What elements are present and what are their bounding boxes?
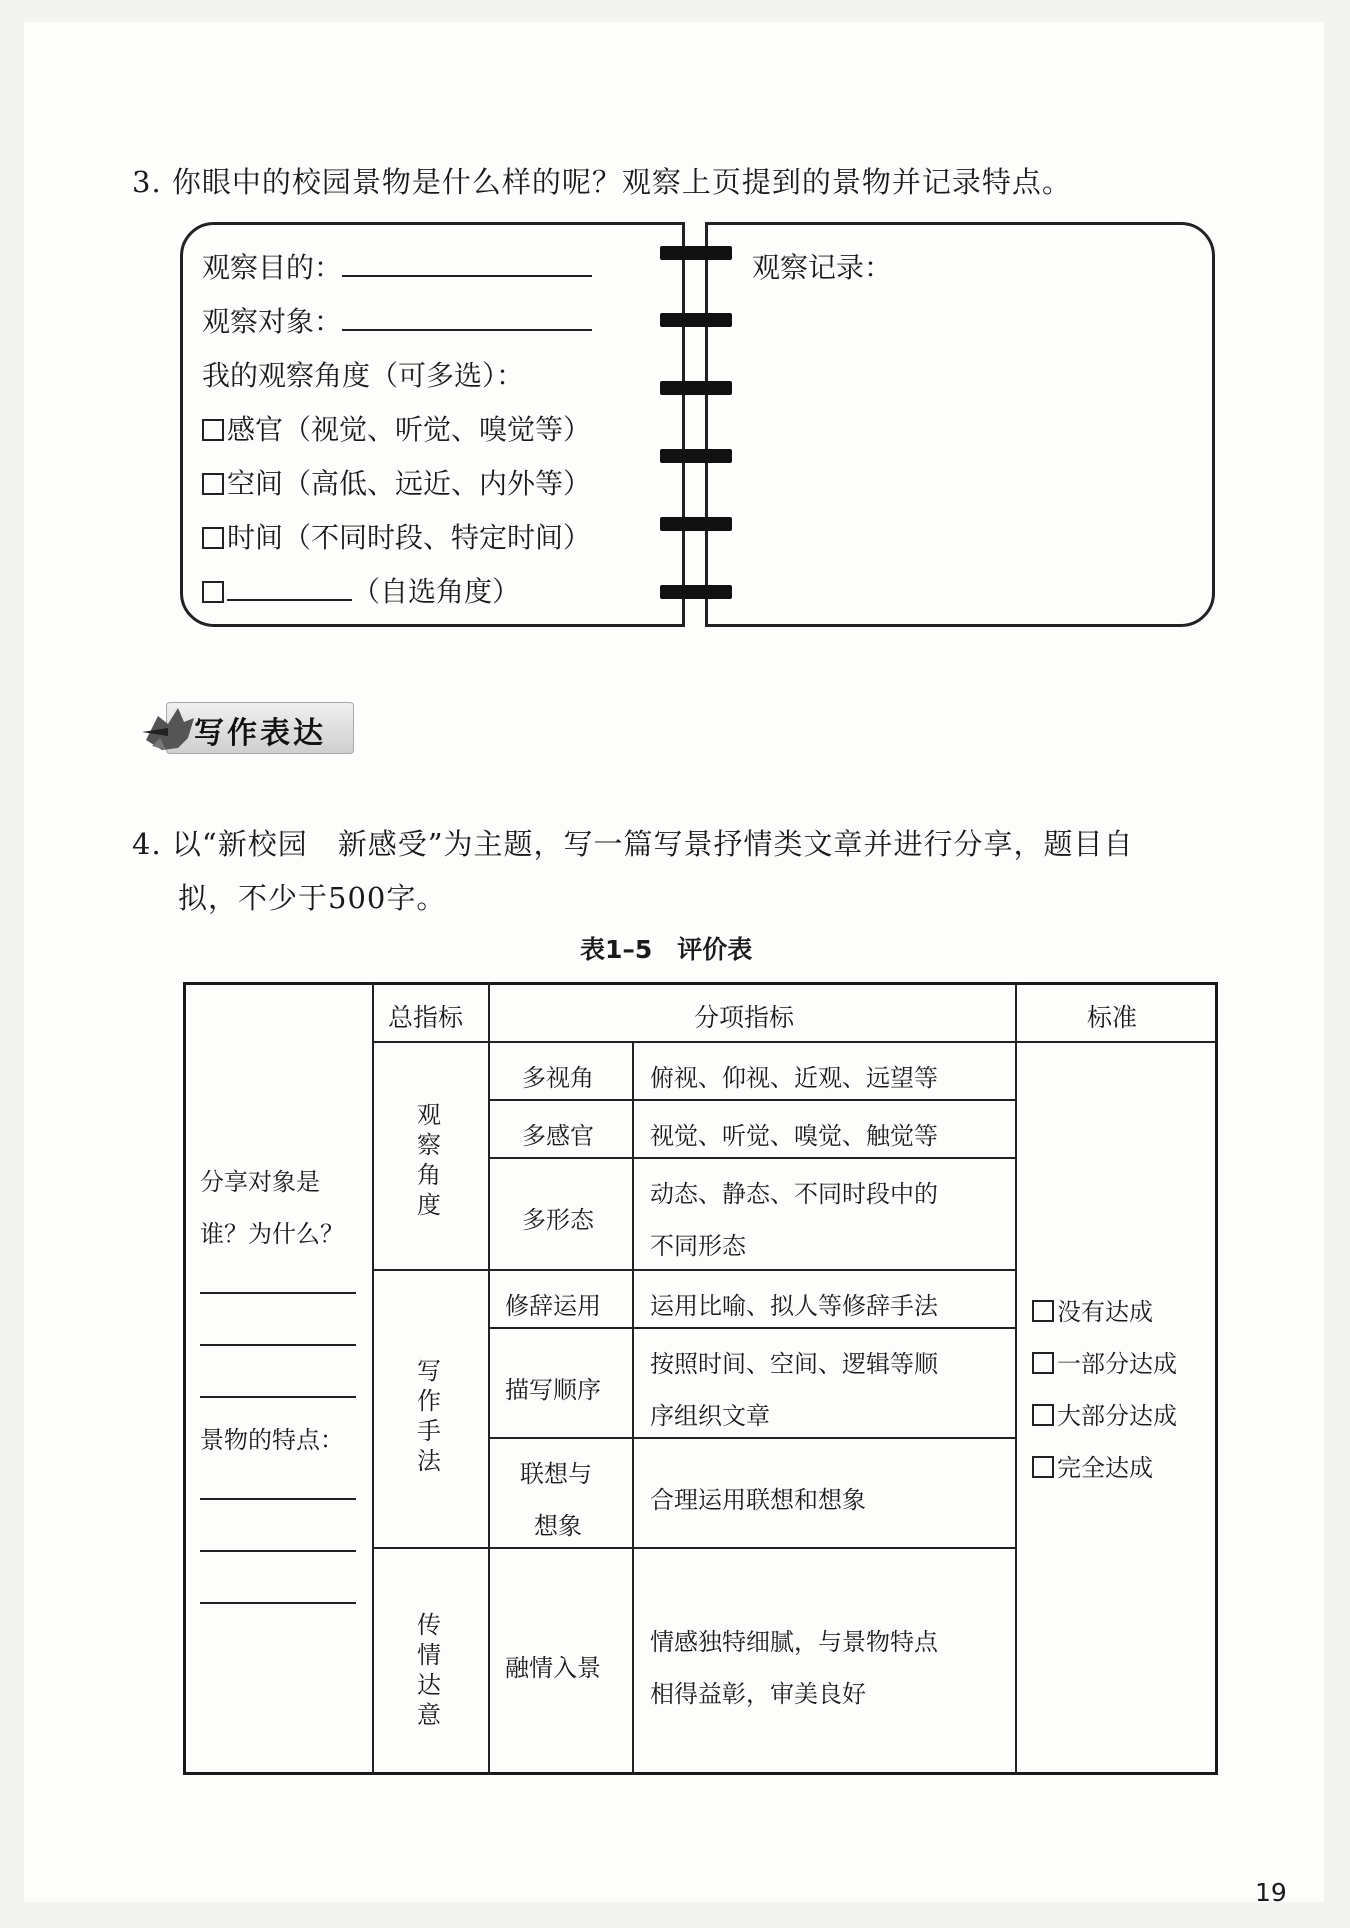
option-label: 时间（不同时段、特定时间） bbox=[227, 521, 592, 554]
checkbox[interactable] bbox=[202, 473, 224, 495]
answer-line[interactable] bbox=[200, 1602, 356, 1604]
desc-emotion-scene: 情感独特细腻，与景物特点 bbox=[650, 1628, 938, 1656]
checkbox[interactable] bbox=[202, 527, 224, 549]
item-rhetoric: 修辞运用 bbox=[505, 1292, 601, 1320]
checkbox[interactable] bbox=[1032, 1300, 1054, 1322]
question-3: 3. 你眼中的校园景物是什么样的呢？观察上页提到的景物并记录特点。 bbox=[132, 165, 1072, 199]
item-multi-form: 多形态 bbox=[522, 1206, 594, 1234]
answer-line[interactable] bbox=[200, 1498, 356, 1500]
standard-label: 完全达成 bbox=[1057, 1454, 1153, 1482]
desc-emotion-scene: 相得益彰，审美良好 bbox=[650, 1680, 866, 1708]
answer-line[interactable] bbox=[200, 1396, 356, 1398]
desc-multi-form: 动态、静态、不同时段中的 bbox=[650, 1180, 938, 1208]
table-caption: 表1–5 评价表 bbox=[580, 935, 753, 964]
notebook-ring bbox=[660, 517, 732, 531]
group-writing-technique: 写作手法 bbox=[417, 1357, 441, 1475]
item-multi-sense: 多感官 bbox=[522, 1122, 594, 1150]
standard-option bbox=[1032, 1292, 1153, 1327]
standard-label: 一部分达成 bbox=[1057, 1350, 1177, 1378]
item-emotion-scene: 融情入景 bbox=[505, 1654, 601, 1682]
notebook-ring bbox=[660, 246, 732, 260]
prompt-who-line2: 谁？为什么？ bbox=[200, 1220, 344, 1248]
option-space bbox=[202, 462, 591, 502]
checkbox[interactable] bbox=[202, 419, 224, 441]
standard-label: 没有达成 bbox=[1057, 1298, 1153, 1326]
angle-label: 我的观察角度（可多选）： bbox=[202, 359, 525, 392]
checkbox[interactable] bbox=[1032, 1352, 1054, 1374]
item-imagination: 想象 bbox=[534, 1512, 582, 1540]
question-4-line1: 4. 以“新校园 新感受”为主题，写一篇写景抒情类文章并进行分享，题目自 bbox=[132, 827, 1134, 861]
checkbox[interactable] bbox=[1032, 1456, 1054, 1478]
notebook-ring bbox=[660, 381, 732, 395]
desc-description-order: 按照时间、空间、逻辑等顺 bbox=[650, 1350, 938, 1378]
page-number: 19 bbox=[1255, 1878, 1287, 1907]
checkbox[interactable] bbox=[202, 581, 224, 603]
question-4-line2: 拟，不少于500字。 bbox=[178, 881, 447, 915]
header-sub: 分项指标 bbox=[694, 1003, 795, 1032]
standard-option bbox=[1032, 1344, 1177, 1379]
answer-line[interactable] bbox=[200, 1292, 356, 1294]
option-time bbox=[202, 516, 591, 556]
header-general: 总指标 bbox=[388, 1003, 464, 1032]
item-description-order: 描写顺序 bbox=[505, 1376, 601, 1404]
object-label: 观察对象： bbox=[202, 305, 343, 338]
notebook-ring bbox=[660, 313, 732, 327]
desc-multi-view: 俯视、仰视、近观、远望等 bbox=[650, 1064, 938, 1092]
desc-rhetoric: 运用比喻、拟人等修辞手法 bbox=[650, 1292, 938, 1320]
standard-label: 大部分达成 bbox=[1057, 1402, 1177, 1430]
purpose-label: 观察目的： bbox=[202, 251, 343, 284]
answer-line[interactable] bbox=[200, 1344, 356, 1346]
banner-title: 写作表达 bbox=[194, 716, 326, 751]
desc-imagination: 合理运用联想和想象 bbox=[650, 1486, 866, 1514]
object-blank[interactable] bbox=[342, 328, 592, 331]
desc-multi-form: 不同形态 bbox=[650, 1232, 746, 1260]
section-banner bbox=[138, 698, 352, 756]
option-label: 感官（视觉、听觉、嗅觉等） bbox=[227, 413, 592, 446]
group-observation-angle: 观察角度 bbox=[417, 1101, 441, 1219]
custom-blank[interactable] bbox=[227, 598, 352, 601]
notebook-ring bbox=[660, 585, 732, 599]
group-express-emotion: 传情达意 bbox=[417, 1611, 441, 1729]
answer-line[interactable] bbox=[200, 1550, 356, 1552]
prompt-who-line1: 分享对象是 bbox=[200, 1168, 320, 1196]
desc-multi-sense: 视觉、听觉、嗅觉、触觉等 bbox=[650, 1122, 938, 1150]
object-row bbox=[202, 300, 592, 340]
purpose-row bbox=[202, 246, 592, 286]
record-label: 观察记录： bbox=[752, 251, 893, 284]
item-imagination: 联想与 bbox=[520, 1460, 592, 1488]
option-label: 空间（高低、远近、内外等） bbox=[227, 467, 592, 500]
custom-label: （自选角度） bbox=[352, 575, 521, 608]
purpose-blank[interactable] bbox=[342, 274, 592, 277]
prompt-features: 景物的特点： bbox=[200, 1426, 344, 1454]
standard-option bbox=[1032, 1396, 1177, 1431]
pencil-icon bbox=[138, 698, 198, 756]
header-standard: 标准 bbox=[1087, 1003, 1138, 1032]
notebook-ring bbox=[660, 449, 732, 463]
desc-description-order: 序组织文章 bbox=[650, 1402, 770, 1430]
standard-option bbox=[1032, 1448, 1153, 1483]
option-custom bbox=[202, 570, 520, 610]
checkbox[interactable] bbox=[1032, 1404, 1054, 1426]
option-senses bbox=[202, 408, 591, 448]
item-multi-view: 多视角 bbox=[522, 1064, 594, 1092]
